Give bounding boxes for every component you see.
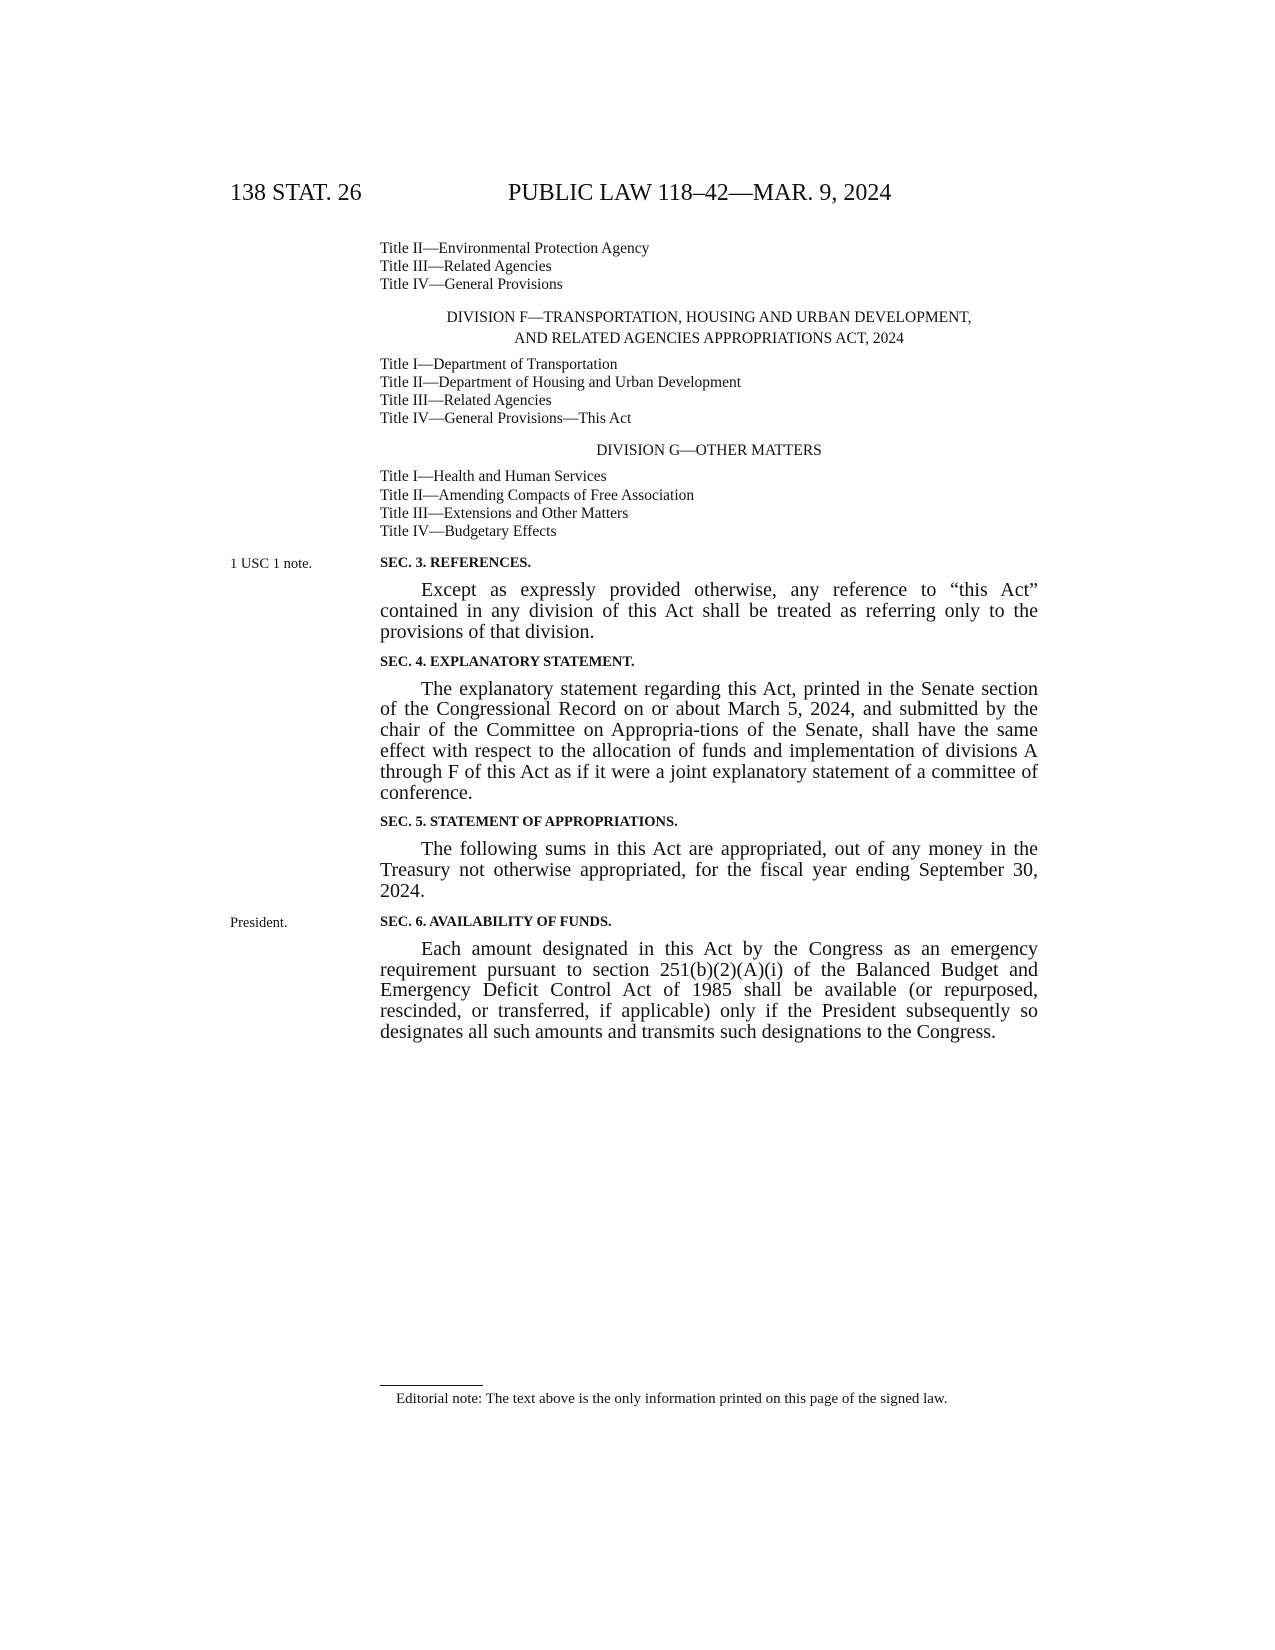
division-f-heading-line-1: DIVISION F—TRANSPORTATION, HOUSING AND URBAN DEVELOPMENT, <box>446 308 972 326</box>
section-5 <box>380 813 1038 901</box>
toc-item: Title II—Department of Housing and Urban Development <box>380 373 742 391</box>
toc-item: Title I—Health and Human Services <box>380 468 607 486</box>
section-text: Except as expressly provided otherwise, any reference to “this Act” contained in any division of this Act shall be treated as referring only to the provisions of that division. <box>380 579 1038 643</box>
section-3 <box>230 554 1038 643</box>
margin-note: President. <box>230 914 288 931</box>
section-heading: SEC. 5. STATEMENT OF APPROPRIATIONS. <box>380 814 678 831</box>
division-f-heading-line-2: AND RELATED AGENCIES APPROPRIATIONS ACT, 2024 <box>514 329 904 347</box>
section-text: The explanatory statement regarding this Act, printed in the Senate section of the Congressional Record on or about March 5, 2024, and submitted by the chair of the Committee on Appropria-tions of the Senate, shall have the same effect with respect to the allocation of funds and implementation of divisions A through F of this Act as if it were a joint explanatory statement of a committee of conference. <box>380 677 1038 804</box>
toc-item: Title III—Extensions and Other Matters <box>380 504 629 522</box>
division-f-heading <box>380 307 1038 349</box>
division-g-title-list <box>380 468 1038 541</box>
division-f-title-list <box>380 356 1038 429</box>
division-g-heading: DIVISION G—OTHER MATTERS <box>596 442 822 460</box>
section-heading: SEC. 6. AVAILABILITY OF FUNDS. <box>380 913 612 930</box>
margin-note: 1 USC 1 note. <box>230 556 313 573</box>
toc-item: Title I—Department of Transportation <box>380 355 618 373</box>
editorial-note: Editorial note: The text above is the only information printed on this page of the signed law. <box>396 1391 948 1407</box>
toc-item: Title IV—General Provisions <box>380 276 563 294</box>
toc-continued-list <box>380 240 1038 295</box>
toc-item: Title III—Related Agencies <box>380 258 552 276</box>
section-4 <box>380 653 1038 804</box>
toc-item: Title IV—Budgetary Effects <box>380 523 557 541</box>
section-6 <box>230 913 1038 1043</box>
footnote-divider <box>380 1385 483 1386</box>
page-header <box>0 180 1275 214</box>
section-text: The following sums in this Act are appropriated, out of any money in the Treasury not otherwise appropriated, for the fiscal year ending September 30, 2024. <box>380 838 1038 902</box>
law-title: PUBLIC LAW 118–42—MAR. 9, 2024 <box>508 180 892 206</box>
section-text: Each amount designated in this Act by the Congress as an emergency requirement pursuant to section 251(b)(2)(A)(i) of the Balanced Budget and Emergency Deficit Control Act of 1985 shall be available (or repurposed, rescinded, or transferred, if applicable) only if the President subsequently so designates all such amounts and transmits such designations to the Congress. <box>380 937 1038 1043</box>
toc-item: Title III—Related Agencies <box>380 392 552 410</box>
stat-citation: 138 STAT. 26 <box>230 180 362 206</box>
toc-item: Title IV—General Provisions—This Act <box>380 410 632 428</box>
toc-item: Title II—Environmental Protection Agency <box>380 240 650 257</box>
section-heading: SEC. 3. REFERENCES. <box>380 555 532 572</box>
toc-item: Title II—Amending Compacts of Free Association <box>380 486 695 504</box>
body-column <box>230 240 1038 1043</box>
section-heading: SEC. 4. EXPLANATORY STATEMENT. <box>380 653 635 670</box>
